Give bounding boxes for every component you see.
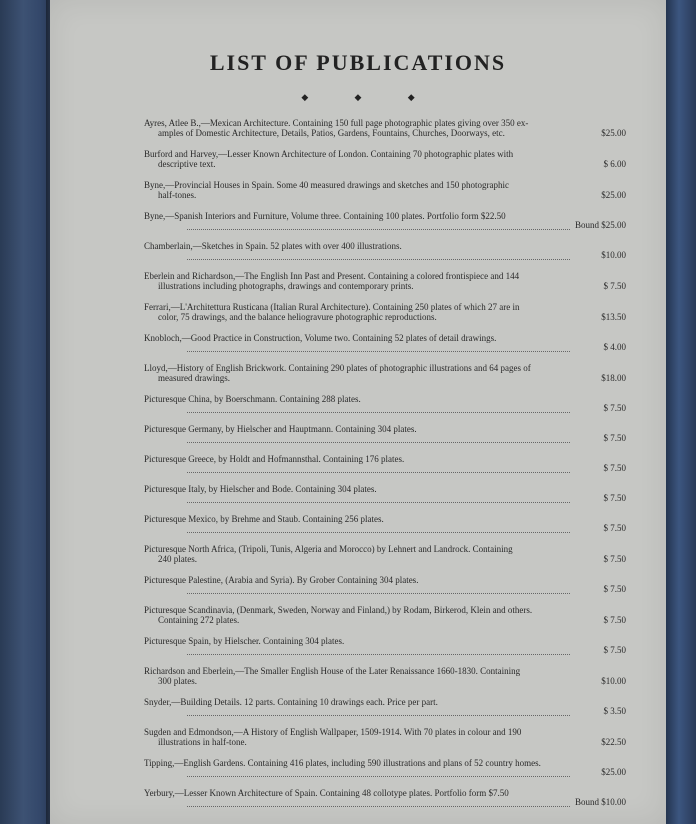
publication-description [144,544,570,564]
publication-description [144,424,570,443]
publication-entry [144,697,626,716]
publication-description [144,271,570,291]
publication-text: Burford and Harvey,—Lesser Known Architecture of London. Containing 70 photographic plates with [144,149,514,159]
publication-price: $ 6.00 [603,159,626,169]
publication-text: Snyder,—Building Details. 12 parts. Containing 10 drawings each. Price per part. [144,697,438,707]
publication-text-continued: illustrations in half-tone. [158,737,247,747]
publication-entry [144,180,626,200]
publication-text-continued: 300 plates. [158,676,197,686]
publication-entry [144,211,626,230]
publication-price: $ 7.50 [603,403,626,413]
dot-leader [187,464,570,473]
publication-description [144,697,570,716]
publication-description [144,758,570,777]
publication-description [144,118,570,138]
publication-text: Knobloch,—Good Practice in Construction, Volume two. Containing 52 plates of detail drawings. [144,333,497,343]
publication-text-continued: half-tones. [158,190,197,200]
dot-leader [187,343,570,352]
publication-description [144,575,570,594]
dot-leader [187,404,570,413]
publication-description [144,484,570,503]
dot-leader [187,221,570,230]
publication-text: Picturesque Greece, by Holdt and Hofmannsthal. Containing 176 plates. [144,454,405,464]
publication-text-continued: illustrations including photographs, drawings and contemporary prints. [158,281,414,291]
publication-text: Picturesque North Africa, (Tripoli, Tunis, Algeria and Morocco) by Lehnert and Landrock. Containing [144,544,513,554]
publication-text: Picturesque Palestine, (Arabia and Syria). By Grober Containing 304 plates. [144,575,419,585]
publication-description [144,605,570,625]
dot-leader [187,768,570,777]
publication-entry [144,484,626,503]
publication-text: Lloyd,—History of English Brickwork. Containing 290 plates of photographic illustrations and 64 pages of [144,363,531,373]
publication-description [144,211,570,230]
dot-leader [187,707,570,716]
page-title: LIST OF PUBLICATIONS [209,50,507,75]
publication-description [144,727,570,747]
publication-entry [144,788,626,807]
publication-text: Picturesque Spain, by Hielscher. Containing 304 plates. [144,636,345,646]
publication-entry [144,363,626,383]
publication-price: $10.00 [601,250,626,260]
publication-entry [144,454,626,473]
document-page [50,0,666,824]
dot-leader [187,798,570,807]
publication-entry [144,605,626,625]
publication-price: $ 7.50 [603,645,626,655]
publication-text: Richardson and Eberlein,—The Smaller English House of the Later Renaissance 1660-1830. Containing [144,666,521,676]
publication-price: $ 4.00 [603,342,626,352]
publication-text-continued: color, 75 drawings, and the balance heliogravure photographic reproductions. [158,312,437,322]
publication-text: Eberlein and Richardson,—The English Inn Past and Present. Containing a colored frontispiece and 144 [144,271,520,281]
publication-price: Bound $10.00 [574,797,626,807]
publication-text: Chamberlain,—Sketches in Spain. 52 plates with over 400 illustrations. [144,241,402,251]
publication-entry [144,149,626,169]
publication-entry [144,666,626,686]
publication-entry [144,544,626,564]
publication-price: $13.50 [601,312,626,322]
publication-price: $ 7.50 [603,493,626,503]
publication-description [144,394,570,413]
dot-leader [187,524,570,533]
publication-text: Ayres, Atlee B.,—Mexican Architecture. Containing 150 full page photographic plates giving over 350 ex- [144,118,529,128]
publication-price: $10.00 [601,676,626,686]
publication-entry [144,271,626,291]
publication-text: Tipping,—English Gardens. Containing 416 plates, including 590 illustrations and plans of 52 country homes. [144,758,541,768]
publication-text-continued: Containing 272 plates. [158,615,240,625]
publication-text-continued: 240 plates. [158,554,197,564]
publication-price: $25.00 [601,128,626,138]
publication-price: $ 7.50 [603,615,626,625]
publication-description [144,636,570,655]
publication-price: $25.00 [601,767,626,777]
publication-entry [144,514,626,533]
publication-price: Bound $25.00 [574,220,626,230]
publication-price: $ 7.50 [603,584,626,594]
publication-entry [144,727,626,747]
publication-entry [144,758,626,777]
publication-entry [144,241,626,260]
publications-list [144,118,626,818]
publication-price: $ 7.50 [603,463,626,473]
publication-text: Yerbury,—Lesser Known Architecture of Spain. Containing 48 collotype plates. Portfolio form $7.50 [144,788,509,798]
dot-leader [187,434,570,443]
publication-description [144,180,570,200]
publication-text: Picturesque Mexico, by Brehme and Staub. Containing 256 plates. [144,514,384,524]
publication-description [144,788,570,807]
publication-description [144,666,570,686]
publication-price: $22.50 [601,737,626,747]
dot-leader [187,494,570,503]
publication-description [144,454,570,473]
publication-price: $ 7.50 [603,433,626,443]
publication-price: $25.00 [601,190,626,200]
publication-text: Byne,—Provincial Houses in Spain. Some 40 measured drawings and sketches and 150 photographic [144,180,509,190]
publication-entry [144,575,626,594]
publication-description [144,149,570,169]
publication-text: Byne,—Spanish Interiors and Furniture, Volume three. Containing 100 plates. Portfolio form $22.50 [144,211,506,221]
publication-entry [144,118,626,138]
publication-description [144,302,570,322]
publication-text: Sugden and Edmondson,—A History of English Wallpaper, 1509-1914. With 70 plates in colour and 190 [144,727,522,737]
publication-text: Ferrari,—L'Architettura Rusticana (Italian Rural Architecture). Containing 250 plates of which 27 are in [144,302,520,312]
publication-text-continued: measured drawings. [158,373,230,383]
publication-price: $ 7.50 [603,554,626,564]
publication-text: Picturesque Germany, by Hielscher and Hauptmann. Containing 304 plates. [144,424,417,434]
publication-entry [144,636,626,655]
publication-price: $ 7.50 [603,523,626,533]
publication-description [144,333,570,352]
dot-leader [187,251,570,260]
book-binding-right [662,0,696,824]
publication-description [144,514,570,533]
publication-text: Picturesque Italy, by Hielscher and Bode. Containing 304 plates. [144,484,377,494]
publication-price: $18.00 [601,373,626,383]
ornament-divider: ◆ ◆ ◆ [301,92,437,102]
publication-entry [144,394,626,413]
publication-price: $ 7.50 [603,281,626,291]
publication-description [144,363,570,383]
publication-description [144,241,570,260]
publication-text-continued: descriptive text. [158,159,216,169]
publication-text: Picturesque China, by Boerschmann. Containing 288 plates. [144,394,361,404]
publication-entry [144,302,626,322]
publication-entry [144,424,626,443]
publication-text: Picturesque Scandinavia, (Denmark, Sweden, Norway and Finland,) by Rodam, Birkerod, Klein and others. [144,605,533,615]
publication-entry [144,333,626,352]
dot-leader [187,585,570,594]
publication-text-continued: amples of Domestic Architecture, Details, Patios, Gardens, Fountains, Churches, Doorways, etc. [158,128,505,138]
dot-leader [187,646,570,655]
publication-price: $ 3.50 [603,706,626,716]
